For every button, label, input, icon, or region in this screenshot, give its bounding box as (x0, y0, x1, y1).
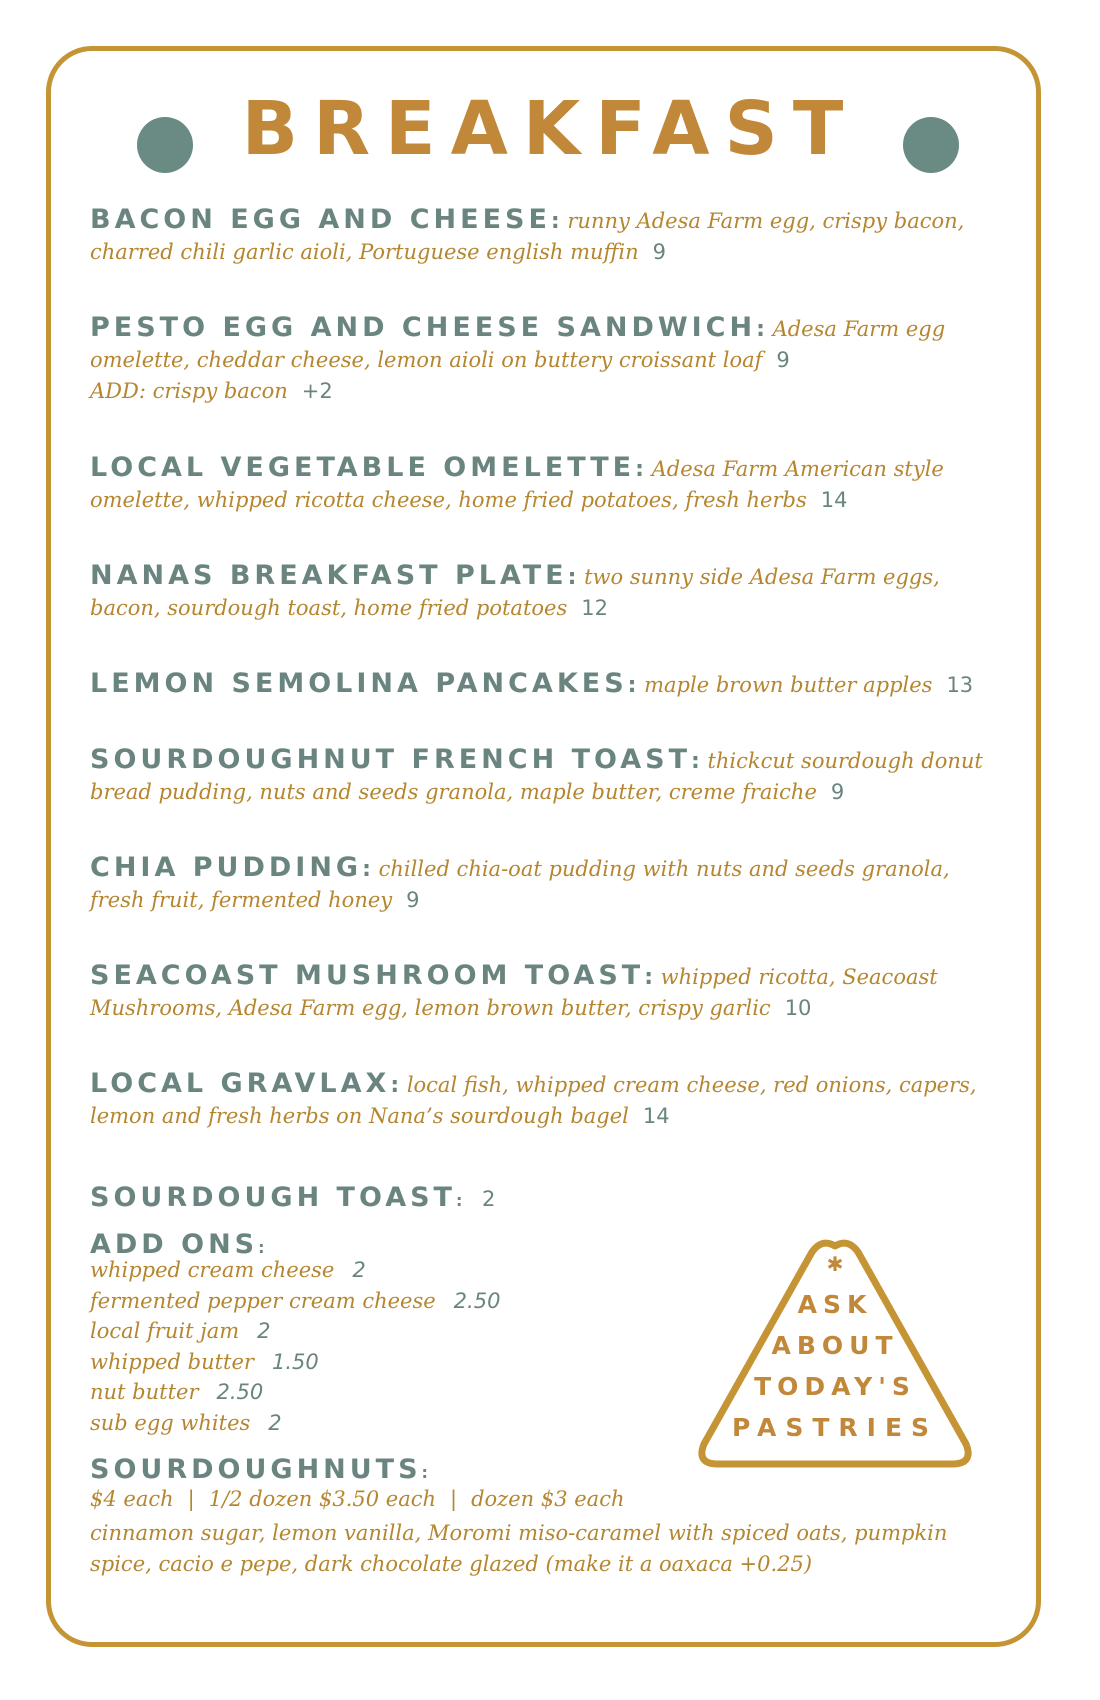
item-name: SEACOAST MUSHROOM TOAST (90, 960, 645, 991)
item-description: Adesa Farm egg (772, 317, 946, 341)
sourdoughnuts-heading: SOURDOUGHNUTS: (90, 1454, 428, 1485)
menu-item: SOURDOUGHNUT FRENCH TOAST: thickcut sourdough donut bread pudding, nuts and seeds granola, maple butter, creme fraiche 9 (90, 744, 983, 804)
item-name: LOCAL VEGETABLE OMELETTE (90, 452, 636, 483)
star-icon: ✱ (826, 1252, 844, 1276)
item-name: LOCAL GRAVLAX (90, 1068, 391, 1099)
item-price: 13 (946, 673, 974, 697)
item-price: 10 (784, 996, 812, 1020)
item-description: lemon and fresh herbs on Nana’s sourdough bagel (90, 1104, 629, 1128)
list-item: fermented pepper cream cheese 2.50 (90, 1288, 501, 1313)
item-description: bacon, sourdough toast, home fried potatoes (90, 596, 568, 620)
item-description: runny Adesa Farm egg, crispy bacon, (567, 209, 965, 233)
menu-item: LOCAL GRAVLAX: local fish, whipped cream cheese, red onions, capers, lemon and fresh herbs on Nana’s sourdough bagel 14 (90, 1068, 977, 1128)
item-description: local fish, whipped cream cheese, red onions, capers, (406, 1073, 977, 1097)
item-name: SOURDOUGH TOAST (90, 1182, 456, 1213)
item-description: omelette, whipped ricotta cheese, home fried potatoes, fresh herbs (90, 488, 807, 512)
menu-item: PESTO EGG AND CHEESE SANDWICH: Adesa Farm egg omelette, cheddar cheese, lemon aioli on buttery croissant loaf 9 ADD: crispy bacon +2 (90, 312, 946, 403)
list-item: whipped butter 1.50 (90, 1349, 319, 1374)
item-price: 14 (820, 488, 848, 512)
item-price: 2 (481, 1187, 496, 1211)
add-ons-list (90, 1255, 500, 1438)
list-item: whipped cream cheese 2 (90, 1258, 366, 1282)
sourdoughnuts-flavors: cinnamon sugar, lemon vanilla, Moromi miso-caramel with spiced oats, pumpkin spice, cacio e pepe, dark chocolate glazed (make it a oaxaca +0.25) (90, 1521, 948, 1576)
menu-item: SEACOAST MUSHROOM TOAST: whipped ricotta, Seacoast Mushrooms, Adesa Farm egg, lemon brown butter, crispy garlic 10 (90, 960, 938, 1020)
item-price: 9 (776, 348, 790, 372)
item-name: SOURDOUGHNUT FRENCH TOAST (90, 744, 691, 775)
menu-item: NANAS BREAKFAST PLATE: two sunny side Adesa Farm eggs, bacon, sourdough toast, home fried potatoes 12 (90, 560, 940, 620)
item-name: PESTO EGG AND CHEESE SANDWICH (90, 312, 757, 343)
item-name: CHIA PUDDING (90, 852, 363, 883)
item-description: Mushrooms, Adesa Farm egg, lemon brown butter, crispy garlic (90, 996, 771, 1020)
item-name: BACON EGG AND CHEESE (90, 204, 551, 235)
badge-line: ASK (797, 1290, 873, 1319)
item-addon-price: +2 (301, 379, 333, 403)
item-description: two sunny side Adesa Farm eggs, (584, 565, 940, 589)
badge-line: PASTRIES (731, 1413, 939, 1442)
item-description: thickcut sourdough donut (707, 749, 983, 773)
item-price: 9 (406, 888, 420, 912)
list-item: local fruit jam 2 (90, 1319, 271, 1343)
menu-title: BREAKFAST (241, 86, 859, 172)
item-description: bread pudding, nuts and seeds granola, maple butter, creme fraiche (90, 780, 817, 804)
item-description: chilled chia-oat pudding with nuts and seeds granola, (378, 857, 950, 881)
list-item: nut butter 2.50 (90, 1380, 264, 1404)
menu-item: LEMON SEMOLINA PANCAKES: maple brown butter apples 13 (90, 668, 974, 699)
menu-items (90, 204, 1010, 1176)
item-description: Adesa Farm American style (651, 457, 944, 481)
menu-item: BACON EGG AND CHEESE: runny Adesa Farm egg, crispy bacon, charred chili garlic aioli, Portuguese english muffin 9 (90, 204, 965, 264)
item-description: charred chili garlic aioli, Portuguese english muffin (90, 240, 639, 264)
item-name: NANAS BREAKFAST PLATE (90, 560, 568, 591)
item-name: LEMON SEMOLINA PANCAKES (90, 668, 628, 699)
badge-line: TODAY'S (754, 1372, 916, 1401)
item-description: omelette, cheddar cheese, lemon aioli on buttery croissant loaf (90, 348, 763, 372)
sourdough-toast: SOURDOUGH TOAST: 2 (90, 1182, 496, 1213)
sourdoughnuts-prices: $4 each | 1/2 dozen $3.50 each | dozen $3 each (90, 1487, 625, 1511)
item-addon: ADD: crispy bacon (90, 379, 288, 403)
menu-item: CHIA PUDDING: chilled chia-oat pudding with nuts and seeds granola, fresh fruit, fermented honey 9 (90, 852, 950, 912)
item-price: 9 (652, 240, 667, 264)
list-item: sub egg whites 2 (90, 1410, 282, 1435)
badge-line: ABOUT (771, 1331, 899, 1360)
item-description: fresh fruit, fermented honey (90, 888, 393, 912)
add-ons-heading: ADD ONS: (90, 1229, 265, 1260)
item-price: 9 (830, 780, 845, 804)
menu-item: LOCAL VEGETABLE OMELETTE: Adesa Farm American style omelette, whipped ricotta cheese, home fried potatoes, fresh herbs 14 (90, 452, 944, 512)
item-price: 12 (581, 596, 608, 620)
item-description: maple brown butter apples (644, 673, 933, 697)
item-description: whipped ricotta, Seacoast (660, 965, 938, 989)
item-price: 14 (642, 1104, 670, 1128)
